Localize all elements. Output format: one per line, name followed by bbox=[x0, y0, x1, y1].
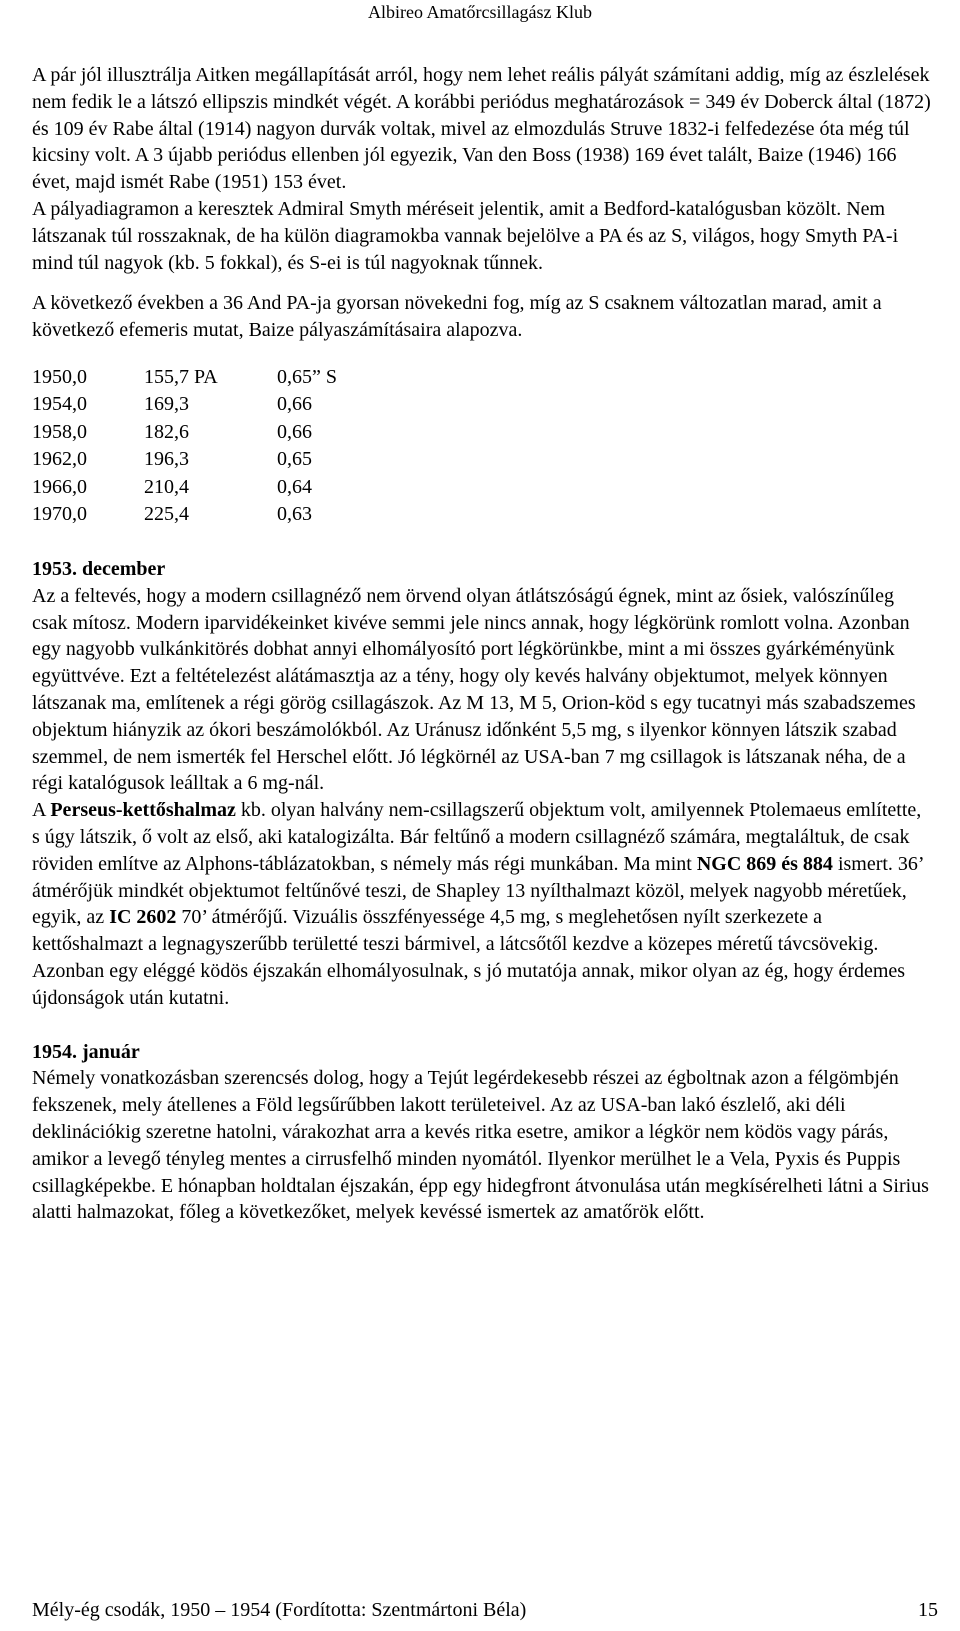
header-title: Albireo Amatőrcsillagász Klub bbox=[368, 2, 592, 22]
intro-paragraph-2: A pályadiagramon a keresztek Admiral Smyth méréseit jelentik, amit a Bedford-katalógusban közölt. Nem látszanak túl rosszaknak, de ha külön diagramokba vannak bejelölve a PA és az S, világos, hogy Smyth PA-i mind túl nagyok (kb. 5 fokkal), és S-ei is túl nagyoknak tűnnek. bbox=[32, 197, 899, 274]
ephemeris-year: 1958,0 bbox=[32, 420, 87, 443]
ephemeris-s: 0,64 bbox=[277, 475, 312, 498]
section-1954-paragraph-1: Némely vonatkozásban szerencsés dolog, hogy a Tejút legérdekesebb részei az égboltnak azon a félgömbjén fekszenek, mely átellenes a Föld legsűrűbben lakott területeivel. Az az USA-ban lakó észlelő, aki déli deklinációkig szeretne hatolni, várakozhat arra a kevés ritka esetre, amikor a légkör nem ködös vagy párás, amikor a levegő tényleg mentes a cirrusfelhő minden nyomától. Ilyenkor merülhet le a Vela, Pyxis és Puppis csillagképekbe. E hónapban holdtalan éjszakán, épp egy hidegfront átvonulása után megkísérelheti látni a Sirius alatti halmazokat, főleg a következőket, melyek kevéssé ismertek az amatőrök előtt. bbox=[32, 1067, 929, 1224]
table-row bbox=[32, 364, 932, 392]
ephemeris-table bbox=[32, 364, 932, 529]
ephemeris-pa: 155,7 PA bbox=[144, 365, 218, 388]
highlight-perseus: Perseus-kettőshalmaz bbox=[50, 799, 236, 822]
intro-paragraph-3: A következő években a 36 And PA-ja gyorsan növekedni fog, míg az S csaknem változatlan marad, amit a következő efemeris mutat, Baize pályaszámításaira alapozva. bbox=[32, 292, 882, 342]
ephemeris-pa: 225,4 bbox=[144, 503, 189, 526]
ephemeris-pa: 169,3 bbox=[144, 393, 189, 416]
section-heading-1954 bbox=[32, 1039, 932, 1066]
ephemeris-s: 0,66 bbox=[277, 420, 312, 443]
table-row bbox=[32, 419, 932, 447]
ephemeris-year: 1950,0 bbox=[32, 365, 87, 388]
ephemeris-pa: 196,3 bbox=[144, 448, 189, 471]
section-1953-paragraph-2 bbox=[32, 797, 932, 1011]
ephemeris-year: 1970,0 bbox=[32, 503, 87, 526]
table-row bbox=[32, 474, 932, 502]
ephemeris-year: 1962,0 bbox=[32, 448, 87, 471]
text-run: ismert. 36’ átmérőjük mindkét objektumot feltűnővé teszi, de Shapley 13 nyílthalmazt közöl, melyek nagyobb méretűek, egyik, az bbox=[32, 852, 924, 929]
text-run: A bbox=[32, 799, 51, 822]
ephemeris-s: 0,65 bbox=[277, 448, 312, 471]
table-row bbox=[32, 501, 932, 529]
section-year: 1954. bbox=[32, 1040, 77, 1063]
text-run: 70’ átmérőjű. Vizuális összfényessége 4,5 mg, s meglehetősen nyílt szerkezete a kettőshalmazt a legnagyszerűbb területté teszi bármivel, a látcsőtől kezdve a közepes méretű távcsövekig. Azonban egy eléggé ködös éjszakán elhomályosulnak, s jó mutatója annak, mikor olyan az ég, hogy érdemes újdonságok után kutatni. bbox=[32, 906, 906, 1009]
table-row bbox=[32, 391, 932, 419]
section-1953-paragraph-1: Az a feltevés, hogy a modern csillagnéző nem örvend olyan átlátszóságú égnek, mint az ősiek, valószínűleg csak mítosz. Modern iparvidékeinket kivéve semmi jele nincs annak, hogy légkörünk romlott volna. Azonban egy nagyobb vulkánkitörés dobhat annyi elhomályosító port légkörünkbe, mint a mi összes gyárkéményünk együttvéve. Ezt a feltételezést alátámasztja az a tény, hogy oly kevés halvány objektumot, melyek könnyen látszanak ma, említenek a régi görög csillagászok. Az M 13, M 5, Orion-köd s egy tucatnyi más szabadszemes objektum hiányzik az ókori beszámolókból. Az Uránusz időnként 5,5 mg, s ilyenkor könnyen látszik szabad szemmel, de nem ismerték fel Herschel előtt. Jó légkörnél az USA-ban 7 mg csillagok is látszanak néha, de a régi katalógusok leálltak a 6 mg-nál. bbox=[32, 584, 916, 795]
intro-paragraph-1: A pár jól illusztrálja Aitken megállapítását arról, hogy nem lehet reális pályát számítani addig, míg az észlelések nem fedik le a látszó ellipszis mindkét végét. A korábbi periódus meghatározások = 349 év Doberck által (1872) és 109 év Rabe által (1914) nagyon durvák voltak, mivel az elmozdulás Struve 1832-i felfedezése óta még túl kicsiny volt. A 3 újabb periódus ellenben jól egyezik, Van den Boss (1938) 169 évet talált, Baize (1946) 166 évet, majd ismét Rabe (1951) 153 évet. bbox=[32, 64, 931, 194]
highlight-ngc: NGC 869 és 884 bbox=[696, 852, 833, 875]
page-footer bbox=[32, 1597, 938, 1623]
highlight-ic: IC 2602 bbox=[109, 906, 177, 929]
ephemeris-s: 0,66 bbox=[277, 393, 312, 416]
text-run: kb. olyan halvány nem-csillagszerű objektum volt, amilyennek Ptolemaeus említette, s úgy látszik, ő volt az első, aki katalogizálta. Bár feltűnő a modern csillagnéző számára, megtaláltuk, de csak röviden említve az Alphons-táblázatokban, s némely más régi munkában. Ma mint bbox=[32, 799, 922, 875]
section-heading-1953 bbox=[32, 556, 932, 583]
section-year: 1953. bbox=[32, 557, 77, 580]
section-month: december bbox=[82, 557, 166, 580]
page-header bbox=[0, 0, 960, 24]
footer-text: Mély-ég csodák, 1950 – 1954 (Fordította: Szentmártoni Béla) bbox=[32, 1599, 527, 1621]
document-body bbox=[32, 62, 932, 1226]
ephemeris-year: 1954,0 bbox=[32, 393, 87, 416]
ephemeris-year: 1966,0 bbox=[32, 475, 87, 498]
ephemeris-s: 0,65” S bbox=[277, 365, 337, 388]
page-number: 15 bbox=[918, 1599, 938, 1621]
ephemeris-pa: 182,6 bbox=[144, 420, 189, 443]
ephemeris-pa: 210,4 bbox=[144, 475, 189, 498]
ephemeris-s: 0,63 bbox=[277, 503, 312, 526]
table-row bbox=[32, 446, 932, 474]
section-month: január bbox=[82, 1040, 140, 1063]
